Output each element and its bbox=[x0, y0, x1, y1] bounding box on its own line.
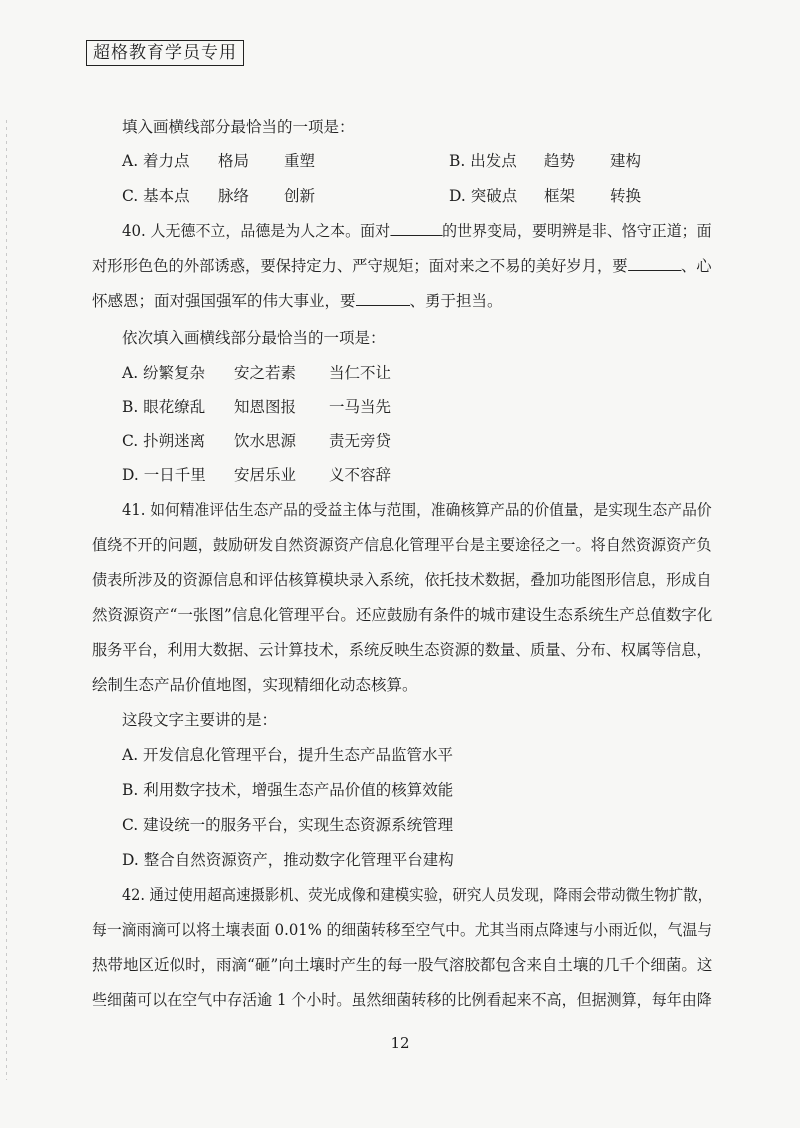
q40-option-a-word3: 当仁不让 bbox=[329, 364, 392, 382]
q40-line1-start: 40. 人无德不立，品德是为人之本。面对 bbox=[122, 222, 391, 240]
q40-option-d bbox=[122, 464, 391, 486]
q41-option-c: C. 建设统一的服务平台，实现生态资源系统管理 bbox=[122, 816, 454, 834]
q40-option-d-word2: 安居乐业 bbox=[234, 466, 297, 484]
q40-option-a bbox=[122, 362, 391, 384]
q42-paragraph-line: 42. 通过使用超高速摄影机、荧光成像和建模实验，研究人员发现，降雨会带动微生物扩散， bbox=[122, 886, 713, 904]
header-stamp bbox=[86, 40, 244, 66]
q40-line2-start: 对形形色色的外部诱惑，要保持定力、严守规矩；面对来之不易的美好岁月，要 bbox=[92, 257, 628, 275]
q40-option-b-word3: 一马当先 bbox=[329, 398, 392, 416]
page-number: 12 bbox=[390, 1034, 410, 1052]
q39-option-b-word2: 趋势 bbox=[544, 152, 576, 170]
q40-option-b-word2: 知恩图报 bbox=[234, 398, 297, 416]
q39-option-d-word3: 转换 bbox=[610, 187, 642, 205]
q39-option-d-letter: D. 突破点 bbox=[449, 187, 518, 205]
q40-option-c bbox=[122, 430, 391, 452]
q40-option-b-word1: B. 眼花缭乱 bbox=[122, 398, 206, 416]
q40-stem-line-3 bbox=[92, 290, 503, 312]
q41-paragraph-line: 绘制生态产品价值地图，实现精细化动态核算。 bbox=[92, 676, 418, 694]
q41-option-b: B. 利用数字技术，增强生态产品价值的核算效能 bbox=[122, 781, 454, 799]
q41-paragraph-line: 41. 如何精准评估生态产品的受益主体与范围，准确核算产品的价值量，是实现生态产品价 bbox=[122, 501, 712, 519]
q39-option-d-word2: 框架 bbox=[544, 187, 576, 205]
q40-option-b bbox=[122, 396, 391, 418]
q39-option-b-letter: B. 出发点 bbox=[449, 152, 517, 170]
q40-option-c-word2: 饮水思源 bbox=[234, 432, 297, 450]
q40-blank-2 bbox=[628, 256, 681, 271]
q40-option-a-word1: A. 纷繁复杂 bbox=[122, 364, 206, 382]
q40-stem-line-2 bbox=[92, 255, 712, 277]
q40-option-d-word3: 义不容辞 bbox=[329, 466, 392, 484]
q40-line2-end: 、心 bbox=[680, 257, 712, 275]
q41-paragraph-line: 然资源资产“一张图”信息化管理平台。还应鼓励有条件的城市建设生态系统生产总值数字化 bbox=[92, 606, 713, 624]
scan-margin-rule bbox=[6, 120, 7, 1080]
q39-option-a-word2: 格局 bbox=[218, 152, 250, 170]
q40-line3-end: 、勇于担当。 bbox=[409, 292, 503, 310]
q40-prompt: 依次填入画横线部分最恰当的一项是： bbox=[122, 329, 386, 347]
q39-option-c-word3: 创新 bbox=[284, 187, 316, 205]
q41-paragraph-line: 值绕不开的问题，鼓励研发自然资源资产信息化管理平台是主要途径之一。将自然资源资产负 bbox=[92, 536, 712, 554]
q39-option-c bbox=[122, 185, 315, 207]
q40-stem-line-1 bbox=[122, 220, 712, 242]
q42-paragraph-line: 每一滴雨滴可以将土壤表面 0.01% 的细菌转移至空气中。尤其当雨点降速与小雨近似，气温与 bbox=[92, 921, 713, 939]
q40-option-d-word1: D. 一日千里 bbox=[122, 466, 206, 484]
q39-option-c-word2: 脉络 bbox=[218, 187, 250, 205]
q42-paragraph-line: 些细菌可以在空气中存活逾 1 个小时。虽然细菌转移的比例看起来不高，但据测算，每年由降 bbox=[92, 991, 712, 1009]
q40-option-c-word3: 责无旁贷 bbox=[329, 432, 392, 450]
q39-option-a-letter: A. 着力点 bbox=[122, 152, 190, 170]
q42-paragraph-line: 热带地区近似时，雨滴“砸”向土壤时产生的每一股气溶胶都包含来自土壤的几千个细菌。这 bbox=[92, 956, 713, 974]
q40-option-a-word2: 安之若素 bbox=[234, 364, 297, 382]
q40-option-c-word1: C. 扑朔迷离 bbox=[122, 432, 206, 450]
q39-option-d bbox=[449, 185, 641, 207]
q41-option-d: D. 整合自然资源资产，推动数字化管理平台建构 bbox=[122, 851, 454, 869]
q39-option-b-word3: 建构 bbox=[610, 152, 642, 170]
header-label: 超格教育学员专用 bbox=[93, 43, 237, 63]
q40-blank-3 bbox=[356, 291, 410, 306]
q39-option-c-letter: C. 基本点 bbox=[122, 187, 190, 205]
q40-blank-1 bbox=[390, 221, 442, 236]
q40-line3-start: 怀感恩；面对强国强军的伟大事业，要 bbox=[92, 292, 356, 310]
q39-prompt: 填入画横线部分最恰当的一项是： bbox=[122, 118, 355, 136]
q40-line1-end: 的世界变局，要明辨是非、恪守正道；面 bbox=[442, 222, 712, 240]
q41-paragraph-line: 服务平台，利用大数据、云计算技术，系统反映生态资源的数量、质量、分布、权属等信息， bbox=[92, 641, 712, 659]
q39-option-b bbox=[449, 150, 641, 172]
q41-option-a: A. 开发信息化管理平台，提升生态产品监管水平 bbox=[122, 746, 454, 764]
q39-option-a bbox=[122, 150, 315, 172]
q39-option-a-word3: 重塑 bbox=[284, 152, 316, 170]
q41-prompt: 这段文字主要讲的是： bbox=[122, 711, 278, 729]
q41-paragraph-line: 债表所涉及的资源信息和评估核算模块录入系统，依托技术数据，叠加功能图形信息，形成自 bbox=[92, 571, 712, 589]
